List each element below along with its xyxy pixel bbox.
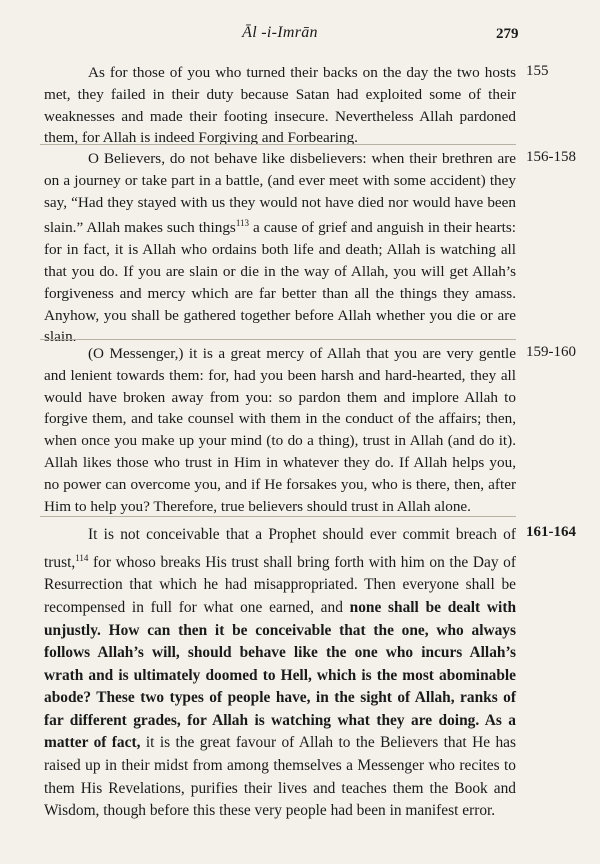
passage-divider — [40, 144, 516, 145]
passage-text-part: it is the great favour of Allah to the Believers that He has raised up in their midst from among themselves a Messenger who recites to them His Revelations, purifies their lives and teaches them the Book and Wisdom, though before this these very people had been in manifest error. — [44, 734, 516, 820]
passage-divider — [40, 516, 516, 517]
footnote-marker: 114 — [75, 552, 89, 563]
passage-text-part: for whoso breaks His trust shall bring forth with him on the Day of Resurrection that which he had misappropriated. Then everyone shall be recompensed in full for what one earned, and — [44, 553, 516, 616]
passage-text: (O Messenger,) it is a great mercy of Allah that you are very gentle and lenient towards them: for, had you been harsh and hard-hearted, they all would have broken away from you: so pardon them and implore Allah to forgive them, and take counsel with them in the conduct of the affairs; then, when once you make up your mind (to do a thing), trust in Allah (and do it). Allah likes those who trust in Him in whatever they do. If Allah helps you, no power can overcome you, and if He forsakes you, who is there, then, after Him to help you? Therefore, true believers should trust in Allah alone. — [44, 345, 516, 515]
passage-text-part: none shall be dealt with unjustly. How can then it be conceivable that the one, who always follows Allah’s will, should behave like the one who incurs Allah’s wrath and is ultimately doomed to Hell, which is the most abominable abode? These two types of people have, in the sight of Allah, ranks of far different grades, for Allah is watching what they are doing. As a matter of fact, — [44, 598, 516, 752]
verse-reference: 161-164 — [526, 524, 576, 540]
verse-reference: 155 — [526, 63, 549, 79]
passage-text-part: O Believers, do not behave like disbelievers: when their brethren are on a journey or take part in a battle, (and ever meet with some accident) they say, “Had they stayed with us they would not have died nor would have been slain.” Allah makes such things — [44, 150, 516, 237]
passage-divider — [40, 339, 516, 340]
passage-text — [44, 524, 516, 823]
footnote-marker: 113 — [235, 218, 250, 229]
surah-title: Āl -i-Imrān — [242, 24, 318, 41]
passage-text-part: It is not conceivable that a Prophet should ever commit breach of trust, — [44, 526, 516, 571]
passage-text — [44, 148, 516, 348]
verse-reference: 159-160 — [526, 344, 576, 360]
page-number: 279 — [496, 26, 519, 42]
passage-text-part: a cause of grief and anguish in their hearts: for in fact, it is Allah who ordains both life and death; Allah is watching all that you do. If you are slain or die in the way of Allah, you will get Allah’s forgiveness and mercy which are far better than all the things they amass. Anyhow, you shall be gathered together before Allah whether you die or are slain. — [44, 219, 516, 346]
passage-text: As for those of you who turned their backs on the day the two hosts met, they failed in their duty because Satan had exploited some of their weaknesses and made their footing insecure. Nevertheless Allah pardoned them, for Allah is indeed Forgiving and Forbearing. — [44, 64, 516, 147]
verse-reference: 156-158 — [526, 149, 576, 165]
